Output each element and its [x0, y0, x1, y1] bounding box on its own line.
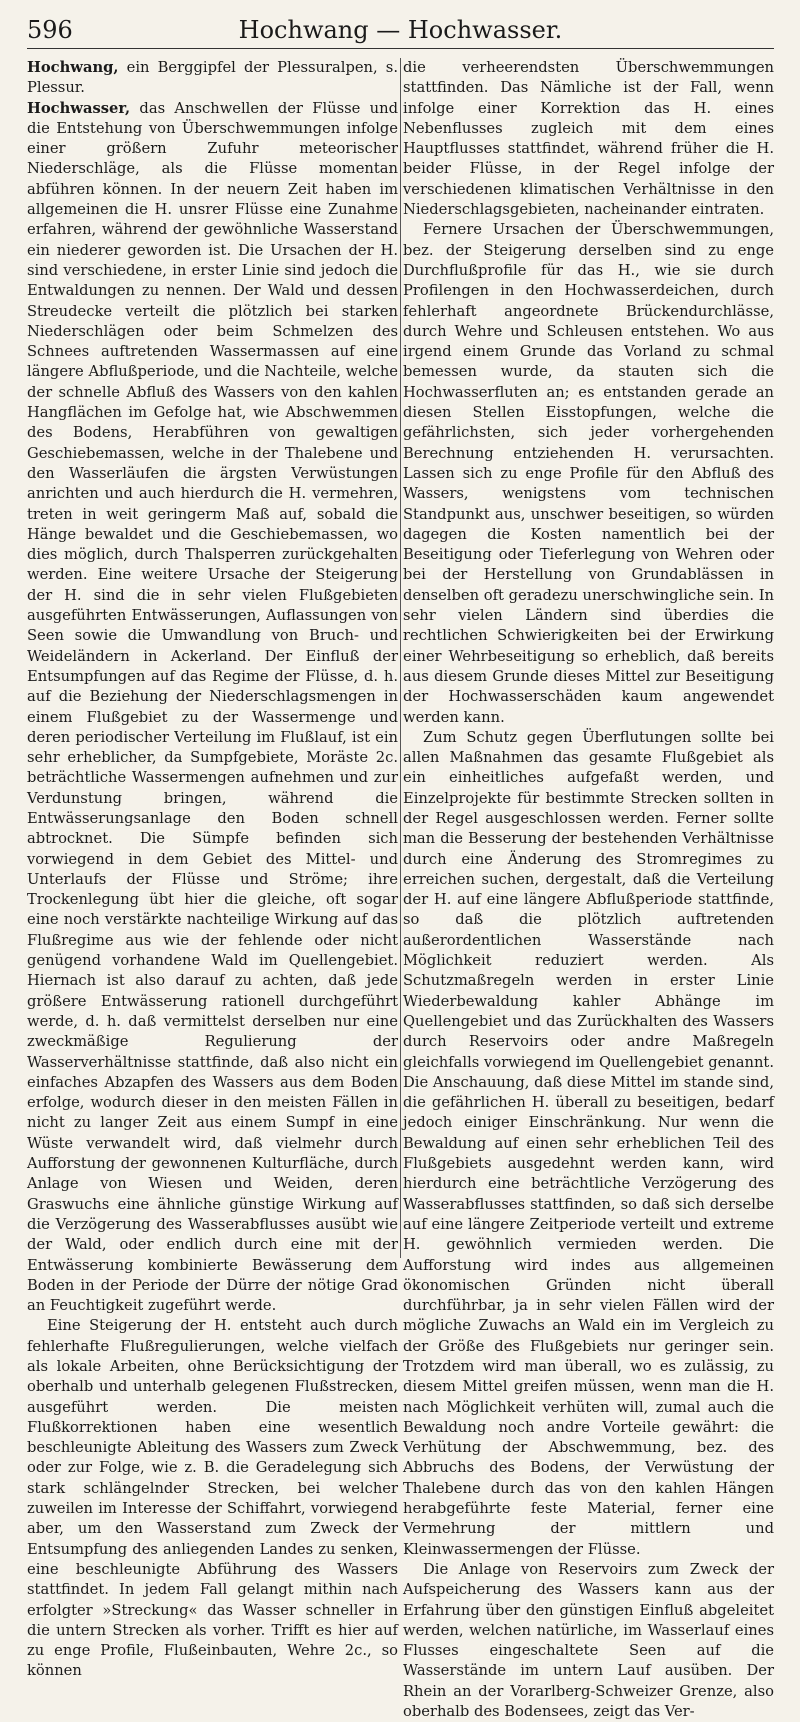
headword-hochwang: Hochwang,: [27, 59, 119, 76]
entry-hochwang: [27, 58, 398, 99]
left-column: [27, 58, 398, 1680]
paragraph-durchflussprofile: Fernere Ursachen der Überschwemmungen, bez. der Steigerung derselben sind zu enge Durchflußprofile für das H., wie sie durch Profilengen in den Hochwasserdeichen, durch fehlerhaft angeordnete Brückendurchlässe, durch Wehre und Schleusen entstehen. Wo aus irgend einem Grunde das Vorland zu schmal bemessen wurde, da stauten sich die Hochwasserfluten an; es entstanden gerade an diesen Stellen Eisstopfungen, welche die gefährlichsten, sich jeder vorhergehenden Berechnung entziehenden H. verursachten. Lassen sich zu enge Profile für den Abfluß des Wassers, wenigstens vom technischen Standpunkt aus, unschwer beseitigen, so würden dagegen die Kosten namentlich bei der Beseitigung oder Tieferlegung von Wehren oder bei der Herstellung von Grundablässen in denselben oft geradezu unerschwingliche sein. In sehr vielen Ländern sind überdies die rechtlichen Schwierigkeiten bei der Erwirkung einer Wehrbeseitigung so erheblich, daß bereits aus diesem Grunde dieses Mittel zur Beseitigung der Hochwasserschäden kaum angewendet werden kann.: [403, 221, 774, 726]
paragraph-reservoirs: Die Anlage von Reservoirs zum Zweck der Aufspeicherung des Wassers kann aus der Erfahrung über den günstigen Einfluß abgeleitet werden, welchen natürliche, im Wasserlauf eines Flusses eingeschaltete Seen auf die Wasserstände im untern Lauf ausüben. Der Rhein an der Vorarlberg-Schweizer Grenze, also oberhalb des Bodensees, zeigt das Ver-: [403, 1560, 774, 1721]
page-header: [27, 14, 774, 49]
column-divider: [400, 58, 401, 1258]
paragraph-schutz: Zum Schutz gegen Überflutungen sollte bei allen Maßnahmen das gesamte Flußgebiet als ein einheitliches aufgefaßt werden, und Einzelprojekte für bestimmte Strecken sollten in der Regel ausgeschlossen werden. Ferner sollte man die Besserung der bestehenden Verhältnisse durch eine Änderung des Stromregimes zu erreichen suchen, dergestalt, daß die Verteilung der H. auf eine längere Abflußperiode stattfinde, so daß die plötzlich auftretenden außerordentlichen Wasserstände nach Möglichkeit reduziert werden. Als Schutzmaßregeln werden in erster Linie Wiederbewaldung kahler Abhänge im Quellengebiet und das Zurückhalten des Wassers durch Reservoirs oder andre Maßregeln gleichfalls vorwiegend im Quellengebiet genannt. Die Anschauung, daß diese Mittel im stande sind, die gefährlichen H. überall zu beseitigen, bedarf jedoch einiger Einschränkung. Nur wenn die Bewaldung auf einen sehr erheblichen Teil des Flußgebiets ausgedehnt werden kann, wird hierdurch eine beträchtliche Verzögerung des Wasserabflusses stattfinden, so daß sich derselbe auf eine längere Zeitperiode verteilt und extreme H. gewöhnlich vermieden werden. Die Aufforstung wird indes aus allgemeinen ökonomischen Gründen nicht überall durchführbar, ja in sehr vielen Fällen wird der mögliche Zuwachs an Wald ein im Vergleich zu der Größe des Flußgebiets nur geringer sein. Trotzdem wird man überall, wo es zulässig, zu diesem Mittel greifen müssen, wenn man die H. nach Möglichkeit verhüten will, zumal auch die Bewaldung noch andre Vorteile gewährt: die Verhütung der Abschwemmung, bez. des Abbruchs des Bodens, der Verwüstung der Thalebene durch das von den kahlen Hängen herabgeführte feste Material, ferner eine Vermehrung der mittlern und Kleinwassermengen der Flüsse.: [403, 728, 775, 1558]
running-title: Hochwang — Hochwasser.: [238, 16, 563, 44]
headword-hochwasser: Hochwasser,: [27, 99, 131, 117]
text-columns: [27, 58, 775, 1721]
entry-hochwasser: [27, 99, 398, 1317]
right-column: [403, 58, 775, 1721]
paragraph-flussregulierungen: Eine Steigerung der H. entsteht auch durch fehlerhafte Flußregulierungen, welche vielfach als lokale Arbeiten, ohne Berücksichtigung der oberhalb und unterhalb gelegenen Flußstrecken, ausgeführt werden. Die meisten Flußkorrektionen haben eine wesentlich beschleunigte Ableitung des Wassers zum Zweck oder zur Folge, wie z. B. die Geradelegung sich stark schlängelnder Strecken, bei welcher zuweilen im Interesse der Schiffahrt, vorwiegend aber, um den Wasserstand zum Zweck der Entsumpfung des anliegenden Landes zu senken, eine beschleunigte Abführung des Wassers stattfindet. In jedem Fall gelangt mithin nach erfolgter »Streckung« das Wasser schneller in die untern Strecken als vorher. Trifft es hier auf zu enge Profile, Flußeinbauten, Wehre 2c., so können: [27, 1317, 398, 1680]
entry-hochwang-text: ein Berggipfel der Plessuralpen, s. Plessur.: [27, 59, 398, 97]
entry-hochwasser-text: das Anschwellen der Flüsse und die Entstehung von Überschwemmungen infolge einer größern Zufuhr meteorischer Niederschläge, als die Flüsse momentan abführen können. In der neuern Zeit haben im allgemeinen die H. unsrer Flüsse eine Zunahme erfahren, während der gewöhnliche Wasserstand ein niederer geworden ist. Die Ursachen der H. sind verschiedene, in erster Linie sind jedoch die Entwaldungen zu nennen. Der Wald und dessen Streudecke verteilt die plötzlich bei starken Niederschlägen oder beim Schmelzen des Schnees auftretenden Wassermassen auf eine längere Abflußperiode, und die Nachteile, welche der schnelle Abfluß des Wassers von den kahlen Hangflächen im Gefolge hat, wie Abschwemmen des Bodens, Herabführen von gewaltigen Geschiebemassen, welche in der Thalebene und den Wasserläufen die ärgsten Verwüstungen anrichten und auch hierdurch die H. vermehren, treten in weit geringerm Maß auf, sobald die Hänge bewaldet und die Geschiebemassen, wo dies möglich, durch Thalsperren zurückgehalten werden. Eine weitere Ursache der Steigerung der H. sind die in sehr vielen Flußgebieten ausgeführten Entwässerungen, Auflassungen von Seen sowie die Umwandlung von Bruch- und Weideländern in Ackerland. Der Einfluß der Entsumpfungen auf das Regime der Flüsse, d. h. auf die Beziehung der Niederschlagsmengen in einem Flußgebiet zu der Wassermenge und deren periodischer Verteilung im Flußlauf, ist ein sehr erheblicher, da Sumpfgebiete, Moräste 2c. beträchtliche Wassermengen aufnehmen und zur Verdunstung bringen, während die Entwässerungsanlage den Boden schnell abtrocknet. Die Sümpfe befinden sich vorwiegend in dem Gebiet des Mittel- und Unterlaufs der Flüsse und Ströme; ihre Trockenlegung übt hier die gleiche, oft sogar eine noch verstärkte nachteilige Wirkung auf das Flußregime aus wie der fehlende oder nicht genügend vorhandene Wald im Quellengebiet. Hiernach ist also darauf zu achten, daß jede größere Entwässerung rationell durchgeführt werde, d. h. daß vermittelst derselben nur eine zweckmäßige Regulierung der Wasserverhältnisse stattfinde, daß also nicht ein einfaches Abzapfen des Wassers aus dem Boden erfolge, wodurch dieser in den meisten Fällen in nicht zu langer Zeit aus einem Sumpf in eine Wüste verwandelt wird, daß vielmehr durch Aufforstung der gewonnenen Kulturfläche, durch Anlage von Wiesen und Weiden, deren Graswuchs eine ähnliche günstige Wirkung auf die Verzögerung des Wasserabflusses ausübt wie der Wald, oder endlich durch eine mit der Entwässerung kombinierte Bewässerung dem Boden in der Periode der Dürre der nötige Grad an Feuchtigkeit zugeführt werde.: [27, 99, 398, 1315]
paragraph-continuation: die verheerendsten Überschwemmungen stattfinden. Das Nämliche ist der Fall, wenn infolge einer Korrektion das H. eines Nebenflusses zugleich mit dem eines Hauptflusses stattfindet, während früher die H. beider Flüsse, in der Regel infolge der verschiedenen klimatischen Verhältnisse in den Niederschlagsgebieten, nacheinander eintraten.: [403, 59, 774, 219]
page-number: 596: [27, 16, 73, 44]
